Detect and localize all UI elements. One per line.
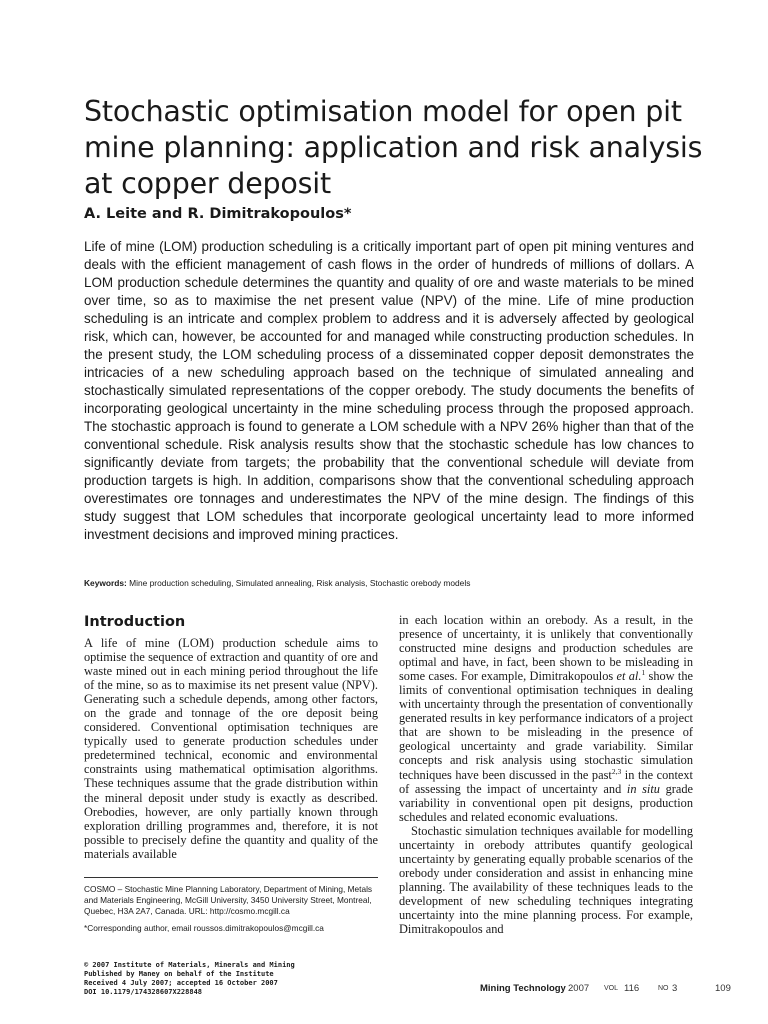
intro-paragraph-3: Stochastic simulation techniques available for modelling uncertainty in orebody attributes quantify geological uncertainty by generating equally probable scenarios of the orebody under consideration and assist in enhancing mine planning. The availability of these techniques leads to the development of new scheduling techniques integrating uncertainty into the mine planning process. For example, Dimitrakopoulos and [399, 823, 693, 937]
keywords-list: Mine production scheduling, Simulated annealing, Risk analysis, Stochastic orebody models [129, 578, 471, 588]
article-title: Stochastic optimisation model for open pit mine planning: application and risk analysis at copper deposit [84, 95, 703, 200]
section-heading-introduction: Introduction [84, 614, 186, 630]
text-span: grade variability in conventional open pit designs, production schedules and related economic evaluations. [399, 781, 693, 824]
text-span: in the context of assessing the impact of uncertainty and [399, 767, 693, 796]
intro-paragraph-2 [399, 613, 693, 824]
intro-paragraph-1: A life of mine (LOM) production schedule aims to optimise the sequence of extraction and quantity of ore and waste mined out in each mining period throughout the life of the mine, so as to maximise its net present value (NPV). Generating such a schedule depends, among other factors, on the grade and tonnage of the ore deposit being considered. Conventional optimisation techniques are typically used to generate production schedules under predetermined technical, economic and environmental constraints using mathematical optimisation algorithms. These techniques assume that the grade distribution within the mineral deposit under study is exactly as described. Orebodies, however, are only partially known through exploration drilling programmes and, therefore, it is not possible to precisely define the quantity and quality of the materials available [84, 636, 378, 861]
keywords [84, 577, 694, 589]
footnote-divider [84, 877, 378, 878]
page-number: 109 [715, 983, 731, 994]
keywords-label: Keywords: [84, 578, 127, 588]
issue-label: NO [658, 985, 669, 992]
article-authors: A. Leite and R. Dimitrakopoulos* [84, 206, 352, 222]
issue-number: 3 [672, 983, 678, 994]
corresponding-author-footnote: *Corresponding author, email roussos.dimitrakopoulos@mcgill.ca [84, 923, 324, 933]
volume-label: VOL [604, 985, 619, 992]
journal-footer [480, 983, 734, 997]
italic-in-situ: in situ [626, 781, 660, 796]
dates-line: Received 4 July 2007; accepted 16 October 2007 [84, 978, 278, 987]
text-span: in each location within an orebody. As a result, in the presence of uncertainty, it is unlikely that conventionally constructed mine designs and production schedules are optimal and have, in fact, been shown to be misleading in some cases. For example, Dimitrakopoulos [399, 613, 693, 684]
text-span: show the limits of conventional optimisation techniques in dealing with uncertainty through the presentation of conventionally generated results in key performance indicators of a project that are shown to be misleading in the presence of geological uncertainty and grade variability. Similar concepts and risk analysis using stochastic simulation techniques have been discussed in the past [399, 669, 693, 782]
doi-line: DOI 10.1179/174328607X228848 [84, 987, 203, 996]
copyright-line: © 2007 Institute of Materials, Minerals and Mining [84, 961, 295, 969]
journal-year: 2007 [568, 983, 590, 994]
italic-et-al: et al. [616, 669, 642, 684]
publisher-line: Published by Maney on behalf of the Institute [84, 969, 274, 978]
journal-name: Mining Technology [480, 983, 566, 994]
affiliation-footnote: COSMO – Stochastic Mine Planning Laboratory, Department of Mining, Metals and Materials Engineering, McGill University, 3450 University Street, Montreal, Quebec, H3A 2A7, Canada. URL: http://cosmo.mcgill.ca [84, 884, 373, 917]
volume-number: 116 [624, 983, 640, 994]
body-column-right [399, 613, 693, 936]
citation-ref-1: 1 [641, 668, 646, 678]
body-column-left [84, 636, 378, 861]
abstract: Life of mine (LOM) production scheduling is a critically important part of open pit mining ventures and deals with the efficient management of cash flows in the order of hundreds of millions of dollars. A LOM production schedule determines the quantity and quality of ore and waste materials to be mined over time, so as to maximise the net present value (NPV) of the mine. Life of mine production scheduling is an intricate and complex problem to address and it is adversely affected by geological risk, which can, however, be accounted for and managed while constructing production schedules. In the present study, the LOM scheduling process of a disseminated copper deposit demonstrates the intricacies of a new scheduling approach based on the technique of simulated annealing and stochastically simulated representations of the copper orebody. The study documents the benefits of incorporating geological uncertainty in the mine scheduling process through the proposed approach. The stochastic approach is found to generate a LOM schedule with a NPV 26% higher than that of the conventional schedule. Risk analysis results show that the stochastic schedule has low chances to significantly deviate from targets; the probability that the conventional schedule will deviate from production targets is high. In addition, comparisons show that the conventional scheduling approach overestimates ore tonnages and underestimates the NPV of the mine design. The findings of this study suggest that LOM schedules that incorporate geological uncertainty lead to more informed investment decisions and improved mining practices. [84, 239, 694, 542]
citation-ref-2-3: 2,3 [611, 766, 622, 776]
publication-info [84, 961, 384, 997]
